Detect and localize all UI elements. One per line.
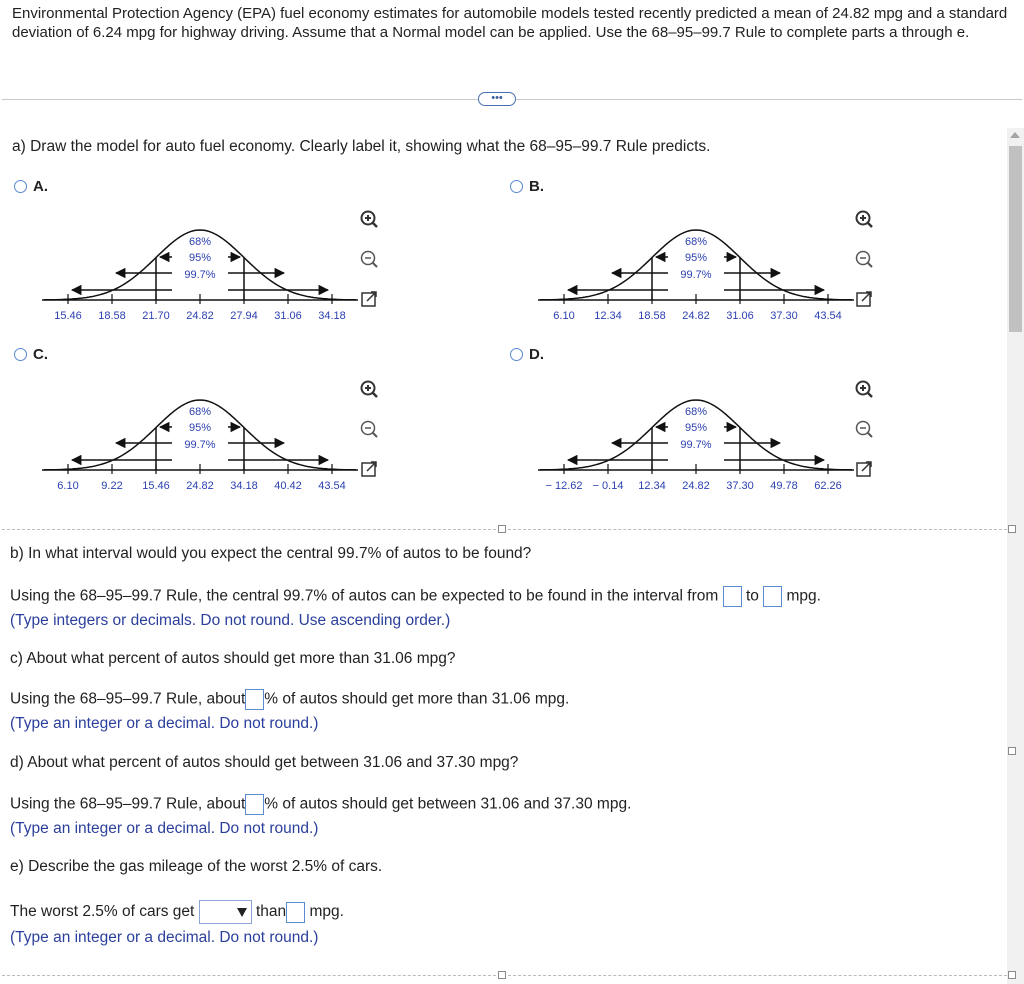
zoom-out-icon[interactable] (358, 248, 380, 270)
part-b-question: b) In what interval would you expect the central 99.7% of autos to be found? (10, 545, 532, 562)
interval-upper-input[interactable] (763, 586, 782, 607)
part-b-answer-line (10, 586, 821, 607)
option-b[interactable] (510, 178, 544, 195)
tick-label: 24.82 (186, 480, 214, 492)
part-d-question: d) About what percent of autos should get between 31.06 and 37.30 mpg? (10, 754, 519, 771)
option-c-radio[interactable] (14, 348, 27, 361)
band-label: 95% (188, 252, 212, 264)
option-d-label: D. (529, 346, 544, 363)
part-c-answer-line (10, 689, 569, 710)
band-label: 95% (684, 422, 708, 434)
band-label: 68% (188, 406, 212, 418)
part-b-to: to (745, 587, 759, 605)
tick-label: 49.78 (770, 480, 798, 492)
option-d-tools (853, 378, 875, 480)
option-d[interactable] (510, 346, 544, 363)
part-d-prefix: Using the 68–95–99.7 Rule, about (10, 795, 246, 813)
tick-label: 18.58 (98, 310, 126, 322)
part-e-hint: (Type an integer or a decimal. Do not round.) (10, 929, 319, 946)
resize-handle-bottom[interactable] (498, 971, 506, 979)
resize-handle-right[interactable] (1008, 747, 1016, 755)
band-label: 95% (684, 252, 708, 264)
tick-label: 37.30 (726, 480, 754, 492)
part-c-hint: (Type an integer or a decimal. Do not round.) (10, 715, 319, 732)
part-c-question: c) About what percent of autos should get more than 31.06 mpg? (10, 650, 456, 667)
comparison-dropdown[interactable] (199, 900, 252, 924)
part-a-question: a) Draw the model for auto fuel economy. Clearly label it, showing what the 68–95–99.7 Rule predicts. (12, 138, 711, 155)
zoom-in-icon[interactable] (853, 378, 875, 400)
percent-between-input[interactable] (245, 794, 264, 815)
part-e-than: than (255, 903, 287, 921)
option-a[interactable] (14, 178, 48, 195)
tick-label: 21.70 (142, 310, 170, 322)
option-a-radio[interactable] (14, 180, 27, 193)
option-b-tools (853, 208, 875, 310)
option-a-tools (358, 208, 380, 310)
interval-lower-input[interactable] (723, 586, 742, 607)
resize-handle-bottom-right[interactable] (1008, 971, 1016, 979)
band-label: 68% (684, 236, 708, 248)
option-c-tools (358, 378, 380, 480)
tick-label: 12.34 (594, 310, 622, 322)
part-c-prefix: Using the 68–95–99.7 Rule, about (10, 690, 246, 708)
scroll-up-arrow-icon[interactable] (1010, 132, 1020, 138)
section-border-bottom (2, 975, 1012, 976)
scrollbar-thumb[interactable] (1009, 146, 1022, 332)
part-b-prefix: Using the 68–95–99.7 Rule, the central 99.7% of autos can be expected to be found in the interval from (10, 587, 719, 605)
option-d-radio[interactable] (510, 348, 523, 361)
tick-label: 9.22 (101, 480, 123, 492)
tick-label: 43.54 (814, 310, 842, 322)
problem-intro: Environmental Protection Agency (EPA) fuel economy estimates for automobile models tested recently predicted a mean of 24.82 mpg and a standard deviation of 6.24 mpg for highway driving. Assume that a Normal model can be applied. Use the 68–95–99.7 Rule to complete parts a through e. (12, 5, 1008, 41)
dropdown-arrow-icon (237, 908, 247, 917)
zoom-in-icon[interactable] (358, 378, 380, 400)
popout-icon[interactable] (358, 458, 380, 480)
option-a-graph (40, 218, 360, 330)
part-d-suffix: % of autos should get between 31.06 and 37.30 mpg. (264, 795, 632, 813)
part-d-answer-line (10, 794, 631, 815)
expand-button[interactable]: ••• (478, 92, 516, 106)
part-b-suffix: mpg. (786, 587, 821, 605)
band-label: 99.7% (184, 439, 216, 451)
resize-handle-top[interactable] (498, 525, 506, 533)
band-label: 99.7% (680, 439, 712, 451)
part-b-hint: (Type integers or decimals. Do not round. Use ascending order.) (10, 612, 451, 629)
tick-label: 37.30 (770, 310, 798, 322)
band-label: 68% (684, 406, 708, 418)
zoom-out-icon[interactable] (853, 418, 875, 440)
option-b-graph (536, 218, 856, 330)
band-label: 99.7% (184, 269, 216, 281)
tick-label: 12.34 (638, 480, 666, 492)
band-label: 95% (188, 422, 212, 434)
tick-label: 40.42 (274, 480, 302, 492)
option-c-label: C. (33, 346, 48, 363)
tick-label: 15.46 (142, 480, 170, 492)
worst-mileage-input[interactable] (286, 902, 305, 923)
resize-handle-top-right[interactable] (1008, 525, 1016, 533)
part-c-suffix: % of autos should get more than 31.06 mpg. (264, 690, 570, 708)
part-e-suffix: mpg. (309, 903, 344, 921)
tick-label: 34.18 (318, 310, 346, 322)
part-e-answer-line (10, 900, 344, 924)
option-d-graph (536, 388, 856, 500)
tick-label: 6.10 (57, 480, 79, 492)
tick-label: 31.06 (726, 310, 754, 322)
percent-above-input[interactable] (245, 689, 264, 710)
zoom-in-icon[interactable] (358, 208, 380, 230)
tick-label: 62.26 (814, 480, 842, 492)
option-c[interactable] (14, 346, 48, 363)
tick-label: 27.94 (230, 310, 258, 322)
option-b-label: B. (529, 178, 544, 195)
zoom-out-icon[interactable] (853, 248, 875, 270)
option-c-graph (40, 388, 360, 500)
popout-icon[interactable] (853, 458, 875, 480)
tick-label: 24.82 (682, 480, 710, 492)
part-d-hint: (Type an integer or a decimal. Do not round.) (10, 820, 319, 837)
tick-label: − 12.62 (545, 480, 583, 492)
option-a-label: A. (33, 178, 48, 195)
tick-label: 6.10 (553, 310, 575, 322)
tick-label: 18.58 (638, 310, 666, 322)
section-border-top (2, 529, 1012, 530)
popout-icon[interactable] (853, 288, 875, 310)
part-e-question: e) Describe the gas mileage of the worst 2.5% of cars. (10, 858, 383, 875)
tick-label: − 0.14 (592, 480, 624, 492)
tick-label: 43.54 (318, 480, 346, 492)
popout-icon[interactable] (358, 288, 380, 310)
tick-label: 31.06 (274, 310, 302, 322)
tick-label: 15.46 (54, 310, 82, 322)
zoom-in-icon[interactable] (853, 208, 875, 230)
part-e-prefix: The worst 2.5% of cars get (10, 903, 195, 921)
band-label: 68% (188, 236, 212, 248)
tick-label: 34.18 (230, 480, 258, 492)
tick-label: 24.82 (186, 310, 214, 322)
band-label: 99.7% (680, 269, 712, 281)
option-b-radio[interactable] (510, 180, 523, 193)
zoom-out-icon[interactable] (358, 418, 380, 440)
tick-label: 24.82 (682, 310, 710, 322)
